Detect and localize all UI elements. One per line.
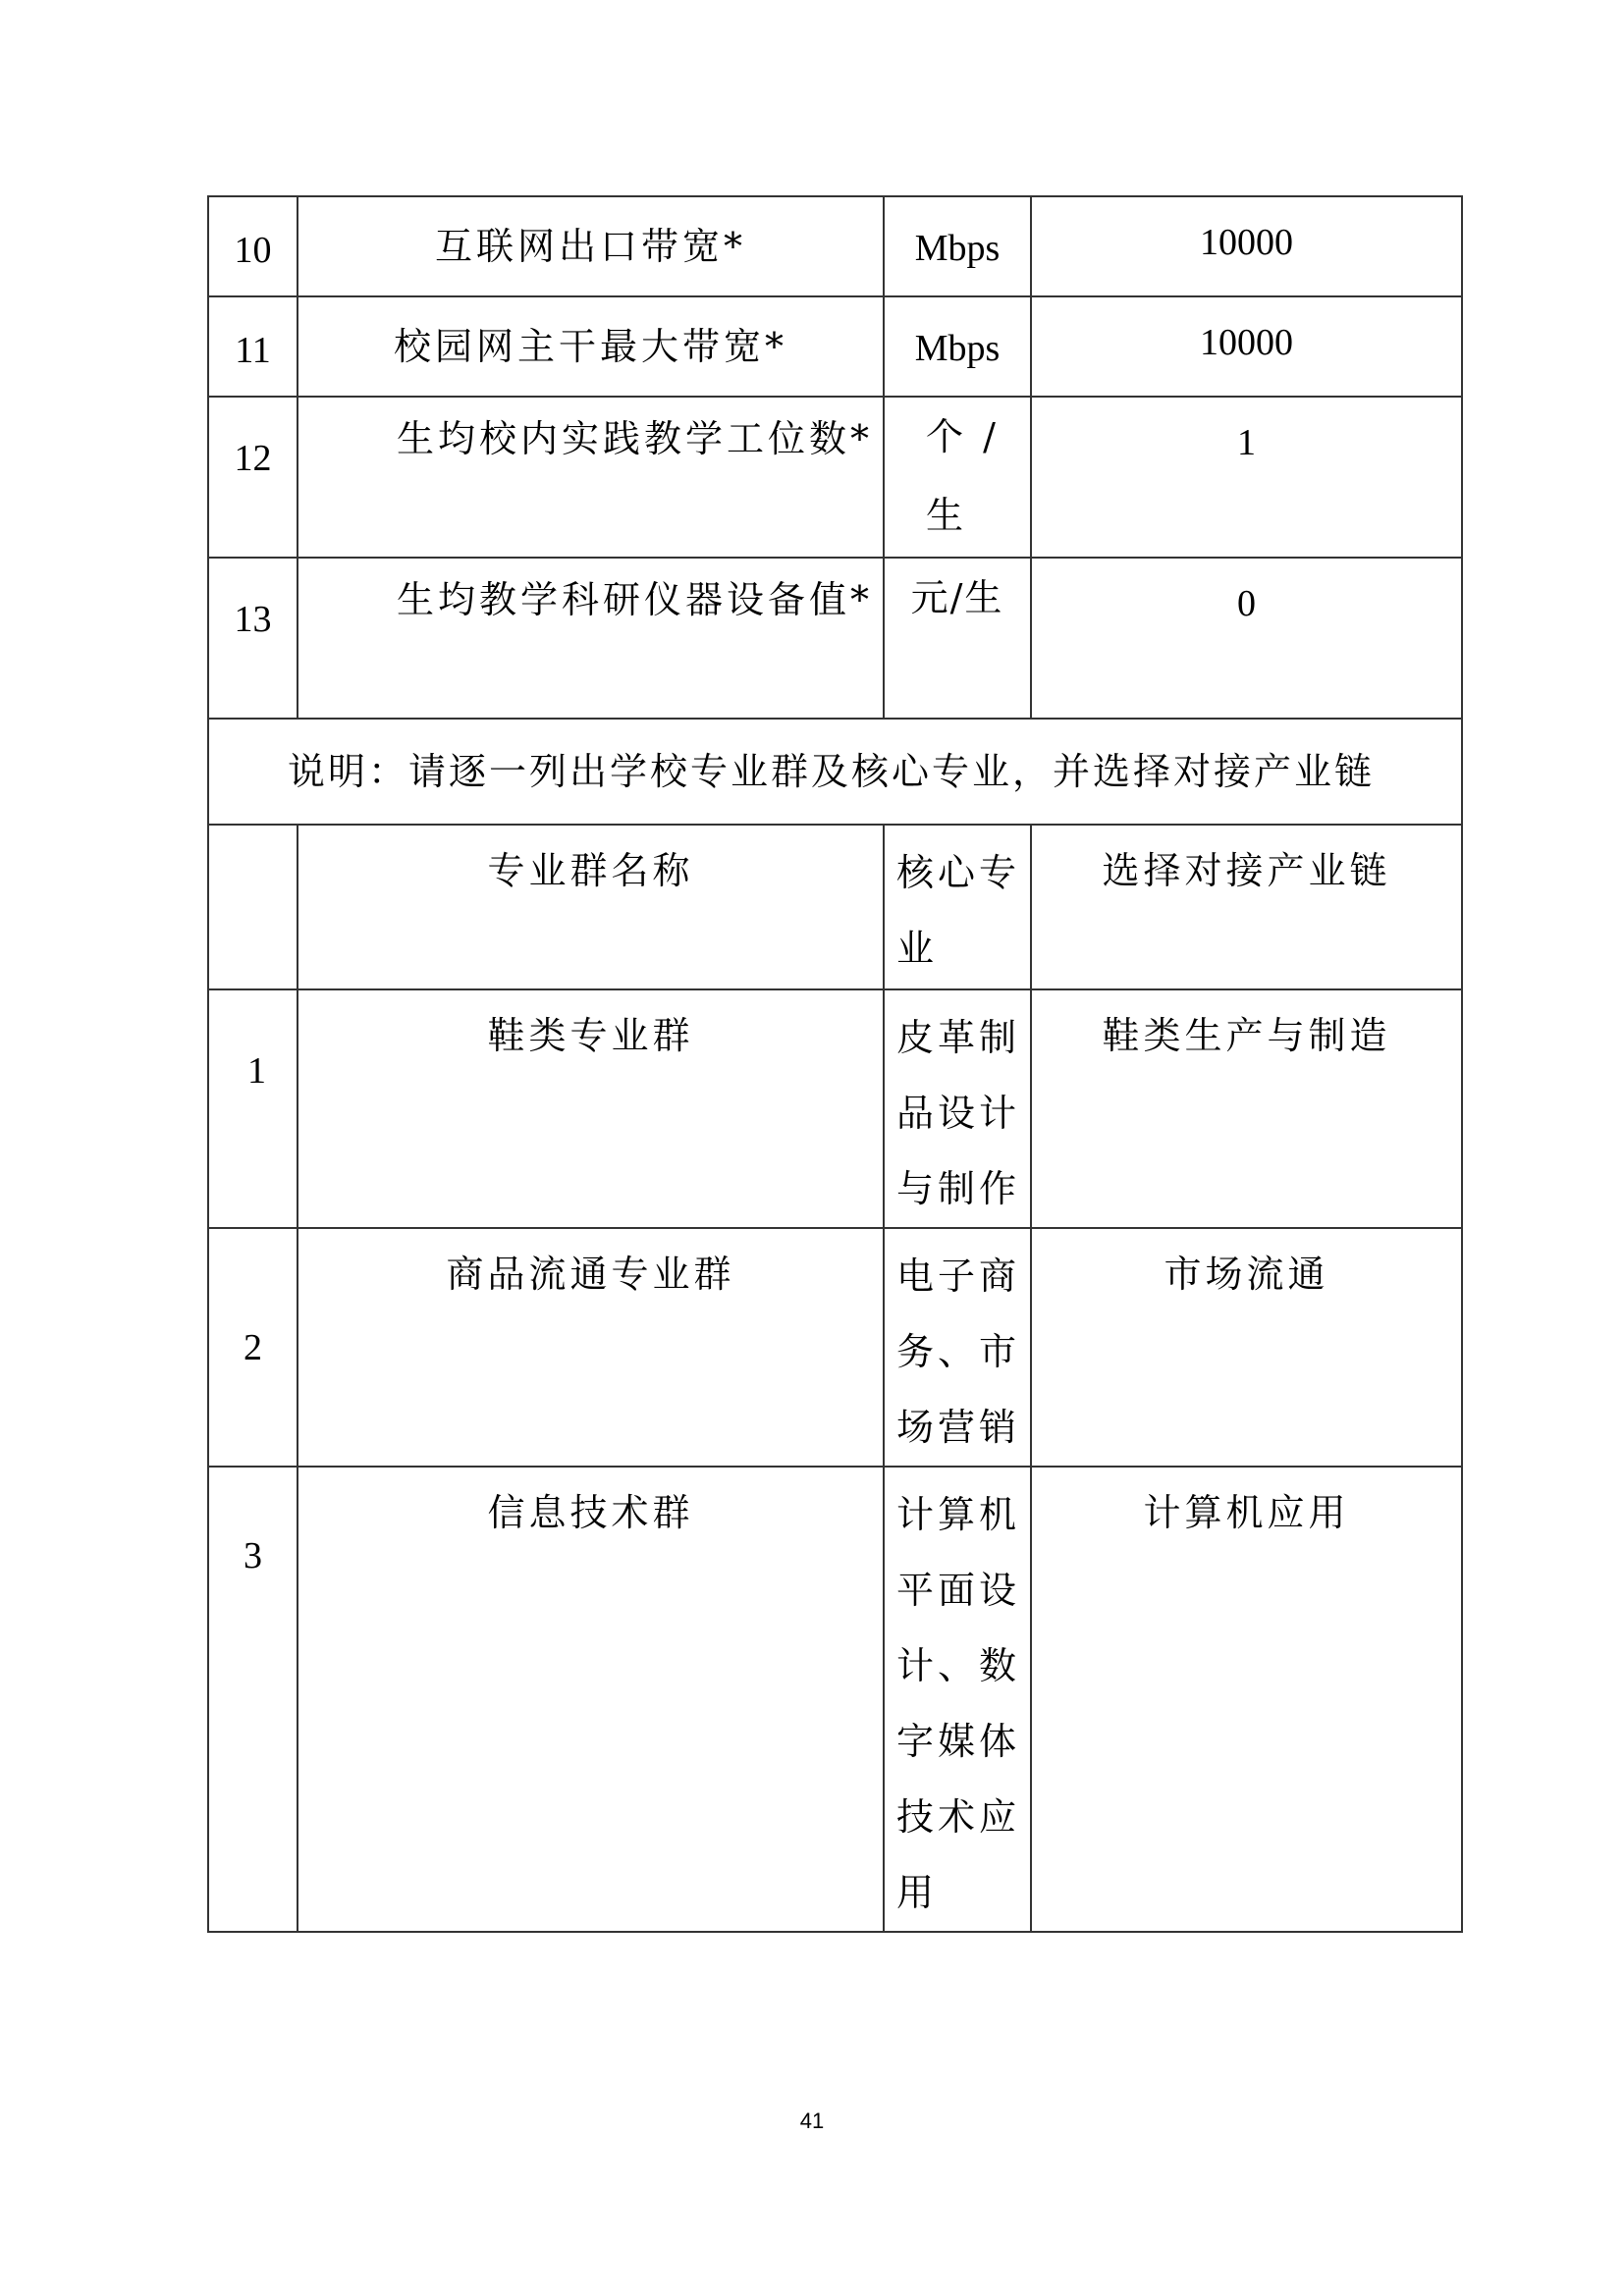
header-core-major: 核心专业	[884, 825, 1031, 989]
table-row	[208, 1228, 1462, 1467]
core-major: 皮革制品设计与制作	[884, 989, 1031, 1228]
table-row	[208, 296, 1462, 397]
indicator-table	[207, 195, 1463, 1933]
group-name: 信息技术群	[298, 1467, 884, 1932]
header-industry-chain: 选择对接产业链	[1031, 825, 1462, 989]
note-row	[208, 719, 1462, 825]
header-group-name: 专业群名称	[298, 825, 884, 989]
indicator-unit: 元/生	[884, 558, 1031, 719]
table-row	[208, 397, 1462, 558]
indicator-unit: Mbps	[884, 196, 1031, 296]
indicator-unit: Mbps	[884, 296, 1031, 397]
indicator-value: 1	[1031, 397, 1462, 558]
note-text: 说明：请逐一列出学校专业群及核心专业，并选择对接产业链	[208, 719, 1462, 825]
row-number: 10	[208, 196, 298, 296]
industry-chain: 鞋类生产与制造	[1031, 989, 1462, 1228]
core-major: 计算机平面设计、数字媒体技术应用	[884, 1467, 1031, 1932]
row-number: 13	[208, 558, 298, 719]
row-number: 11	[208, 296, 298, 397]
table-row	[208, 989, 1462, 1228]
indicator-name: 互联网出口带宽*	[298, 196, 884, 296]
table-row	[208, 558, 1462, 719]
group-name: 商品流通专业群	[298, 1228, 884, 1467]
row-number: 12	[208, 397, 298, 558]
table-row	[208, 196, 1462, 296]
group-header-row	[208, 825, 1462, 989]
core-major: 电子商务、市场营销	[884, 1228, 1031, 1467]
row-number: 3	[208, 1467, 298, 1932]
page-number: 41	[799, 2109, 825, 2133]
indicator-name: 生均教学科研仪器设备值*	[298, 558, 884, 719]
table-row	[208, 1467, 1462, 1932]
industry-chain: 计算机应用	[1031, 1467, 1462, 1932]
indicator-value: 0	[1031, 558, 1462, 719]
indicator-name: 校园网主干最大带宽*	[298, 296, 884, 397]
industry-chain: 市场流通	[1031, 1228, 1462, 1467]
group-name: 鞋类专业群	[298, 989, 884, 1228]
indicator-value: 10000	[1031, 196, 1462, 296]
indicator-value: 10000	[1031, 296, 1462, 397]
empty-cell	[208, 825, 298, 989]
indicator-name: 生均校内实践教学工位数*	[298, 397, 884, 558]
row-number: 1	[208, 989, 298, 1228]
row-number: 2	[208, 1228, 298, 1467]
indicator-unit: 个 /生	[884, 397, 1031, 558]
